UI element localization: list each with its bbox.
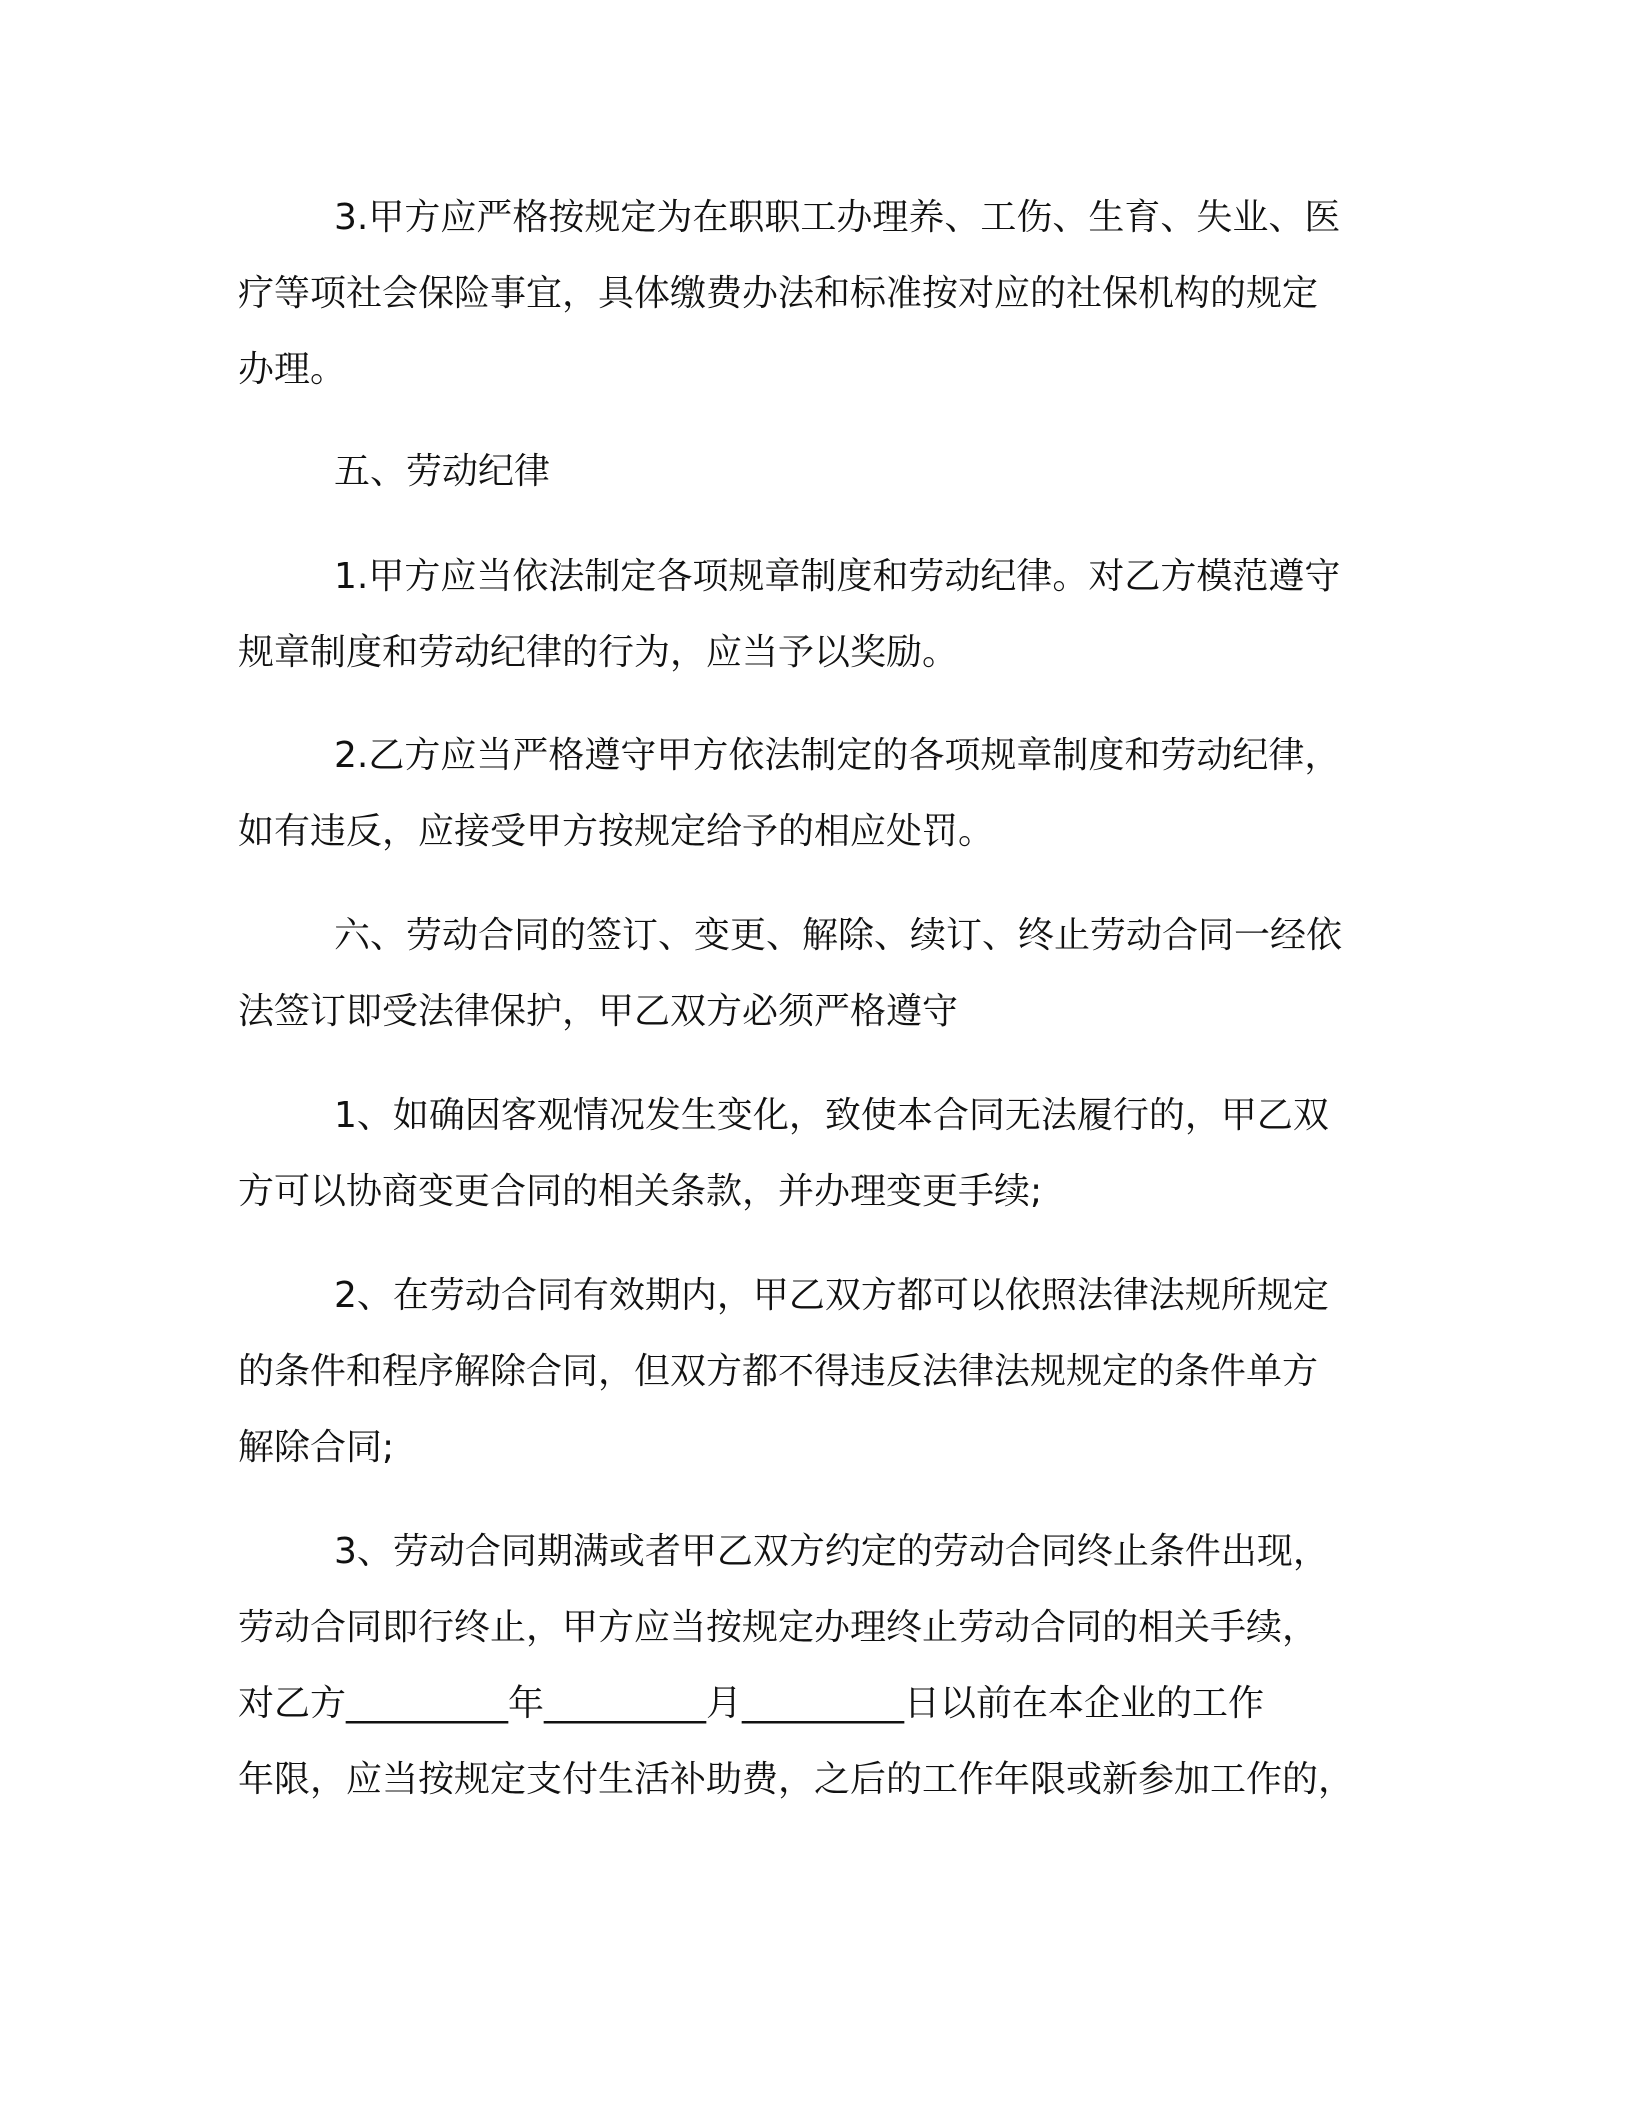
section-6-line-1: 六、劳动合同的签订、变更、解除、续订、终止劳动合同一经依 — [334, 915, 1343, 956]
clause-3-line-1: 3.甲方应严格按规定为在职职工办理养、工伤、生育、失业、医 — [334, 197, 1341, 238]
discipline-clause-1-line-1: 1.甲方应当依法制定各项规章制度和劳动纪律。对乙方模范遵守 — [334, 556, 1341, 597]
contract-clause-3-line-2: 劳动合同即行终止，甲方应当按规定办理终止劳动合同的相关手续， — [238, 1607, 1319, 1648]
contract-clause-3-line-3: 对乙方_________年_________月_________日以前在本企业的工作 — [238, 1683, 1265, 1724]
discipline-clause-2-line-2: 如有违反，应接受甲方按规定给予的相应处罚。 — [238, 811, 995, 852]
contract-clause-1-line-1: 1、如确因客观情况发生变化，致使本合同无法履行的，甲乙双 — [334, 1095, 1329, 1136]
contract-clause-2-line-3: 解除合同; — [238, 1427, 395, 1468]
discipline-clause-1-line-2: 规章制度和劳动纪律的行为，应当予以奖励。 — [238, 632, 959, 673]
discipline-clause-2-line-1: 2.乙方应当严格遵守甲方依法制定的各项规章制度和劳动纪律， — [334, 735, 1341, 776]
clause-3-line-2: 疗等项社会保险事宜，具体缴费办法和标准按对应的社保机构的规定 — [238, 273, 1319, 314]
contract-clause-1-line-2: 方可以协商变更合同的相关条款，并办理变更手续; — [238, 1171, 1043, 1212]
contract-clause-3-line-1: 3、劳动合同期满或者甲乙双方约定的劳动合同终止条件出现， — [334, 1531, 1329, 1572]
clause-3-line-3: 办理。 — [238, 349, 347, 390]
contract-clause-3-line-4: 年限，应当按规定支付生活补助费，之后的工作年限或新参加工作的， — [238, 1759, 1355, 1800]
contract-clause-2-line-1: 2、在劳动合同有效期内，甲乙双方都可以依照法律法规所规定 — [334, 1275, 1329, 1316]
section-5-heading: 五、劳动纪律 — [334, 451, 551, 492]
section-6-line-2: 法签订即受法律保护，甲乙双方必须严格遵守 — [238, 991, 959, 1032]
contract-clause-2-line-2: 的条件和程序解除合同，但双方都不得违反法律法规规定的条件单方 — [238, 1351, 1319, 1392]
